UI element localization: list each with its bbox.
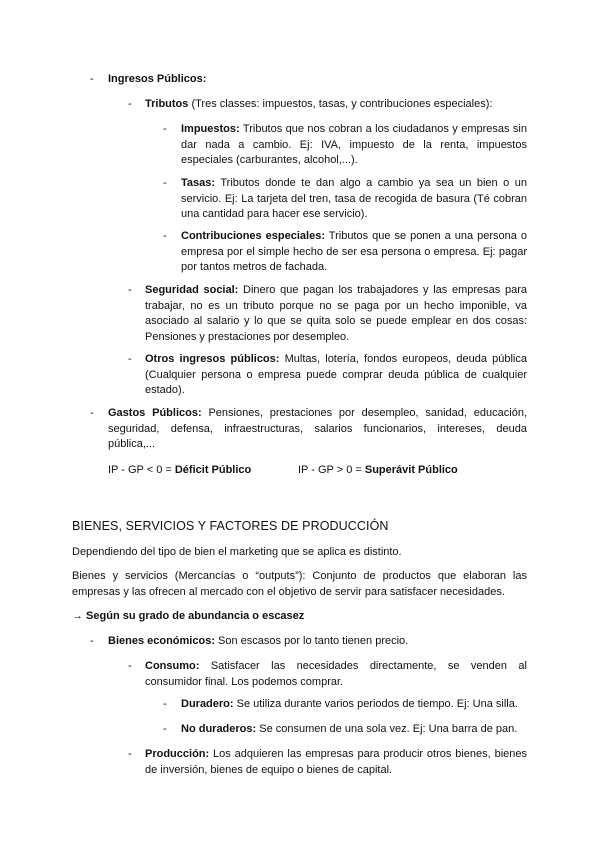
- produccion-term: Producción:: [145, 748, 210, 760]
- produccion-item: [145, 747, 527, 778]
- bullet-dash: -: [128, 98, 132, 110]
- economicos-text: Son escasos por lo tanto tienen precio.: [214, 635, 409, 647]
- contribuciones-term: Contribuciones especiales:: [181, 230, 325, 242]
- otros-term: Otros ingresos públicos:: [145, 353, 280, 365]
- bullet-dash: -: [163, 723, 167, 735]
- gastos-term: Gastos Públicos:: [108, 407, 202, 419]
- seguridad-term: Seguridad social:: [145, 284, 239, 296]
- superavit-formula: [298, 463, 458, 479]
- tributos-term: Tributos: [145, 98, 189, 110]
- tributos-text: (Tres classes: impuestos, tasas, y contribuciones especiales):: [188, 98, 493, 110]
- bullet-dash: -: [90, 73, 94, 85]
- contribuciones-text: Tributos que se ponen a una persona o empresa por el simple hecho de ser esa persona o empresa. Ej: pagar por tantos metros de fachada.: [181, 230, 527, 274]
- section-title: BIENES, SERVICIOS Y FACTORES DE PRODUCCIÓN: [72, 519, 389, 533]
- produccion-text: Los adquieren las empresas para producir otros bienes, bienes de inversión, bienes de equipo o bienes de capital.: [145, 748, 527, 776]
- economicos-item: [108, 634, 408, 650]
- ingresos-title: Ingresos Públicos:: [108, 73, 207, 85]
- duradero-item: [181, 697, 518, 713]
- consumo-item: [145, 659, 527, 690]
- bullet-dash: -: [163, 230, 167, 242]
- bullet-dash: -: [90, 635, 94, 647]
- gastos-text: Pensiones, prestaciones por desempleo, sanidad, educación, seguridad, defensa, infraestructuras, salarios funcionarios, intereses, deuda pública,...: [108, 407, 527, 451]
- bullet-dash: -: [128, 284, 132, 296]
- superavit-term: Superávit Público: [364, 464, 458, 476]
- no-duraderos-text: Se consumen de una sola vez. Ej: Una barra de pan.: [256, 723, 518, 735]
- impuestos-item: [181, 122, 527, 169]
- seguridad-item: [145, 283, 527, 345]
- section-paragraph-2: Bienes y servicios (Mercancías o “outputs”): Conjunto de productos que elaboran las empresas y las ofrecen al mercado con el objetivo de servir para satisfacer necesidades.: [72, 570, 527, 598]
- consumo-text: Satisfacer las necesidades directamente, se venden al consumidor final. Los podemos comprar.: [145, 660, 527, 688]
- superavit-prefix: IP - GP > 0 =: [298, 464, 365, 476]
- tributos-item: [145, 97, 492, 113]
- no-duraderos-term: No duraderos:: [181, 723, 257, 735]
- section-subheading: → Según su grado de abundancia o escasez: [72, 610, 305, 622]
- bullet-dash: -: [128, 748, 132, 760]
- duradero-term: Duradero:: [181, 698, 234, 710]
- tasas-term: Tasas:: [181, 177, 216, 189]
- otros-item: [145, 352, 527, 399]
- section-paragraph-1: Dependiendo del tipo de bien el marketing que se aplica es distinto.: [72, 546, 402, 558]
- bullet-dash: -: [163, 698, 167, 710]
- bullet-dash: -: [90, 407, 94, 419]
- impuestos-term: Impuestos:: [181, 123, 240, 135]
- bullet-dash: -: [128, 353, 132, 365]
- tasas-item: [181, 176, 527, 223]
- tasas-text: Tributos donde te dan algo a cambio ya sea un bien o un servicio. Ej: La tarjeta del tren, tasa de recogida de basura (Té cobran una cantidad para hacer ese servicio).: [181, 177, 527, 221]
- consumo-term: Consumo:: [145, 660, 200, 672]
- gastos-item: [108, 406, 527, 453]
- seguridad-text: Dinero que pagan los trabajadores y las empresas para trabajar, no es un tributo porque no se paga por un hecho imponible, va asociado al salario y lo que se quita solo se puede emplear en dos cosas: Pensiones y prestaciones por desempleo.: [145, 284, 527, 343]
- otros-text: Multas, lotería, fondos europeos, deuda pública (Cualquier persona o empresa puede comprar deuda pública de cualquier estado).: [145, 353, 527, 397]
- deficit-prefix: IP - GP < 0 =: [108, 464, 175, 476]
- ingresos-heading: [108, 72, 206, 88]
- no-duraderos-item: [181, 722, 517, 738]
- impuestos-text: Tributos que nos cobran a los ciudadanos y empresas sin dar nada a cambio. Ej: IVA, impuesto de la renta, impuestos especiales (carburantes, alcohol,...).: [181, 123, 527, 167]
- contribuciones-item: [181, 229, 527, 276]
- bullet-dash: -: [128, 660, 132, 672]
- bullet-dash: -: [163, 177, 167, 189]
- economicos-term: Bienes económicos:: [108, 635, 215, 647]
- deficit-term: Déficit Público: [174, 464, 252, 476]
- duradero-text: Se utiliza durante varios periodos de tiempo. Ej: Una silla.: [233, 698, 518, 710]
- bullet-dash: -: [163, 123, 167, 135]
- deficit-formula: [108, 463, 251, 479]
